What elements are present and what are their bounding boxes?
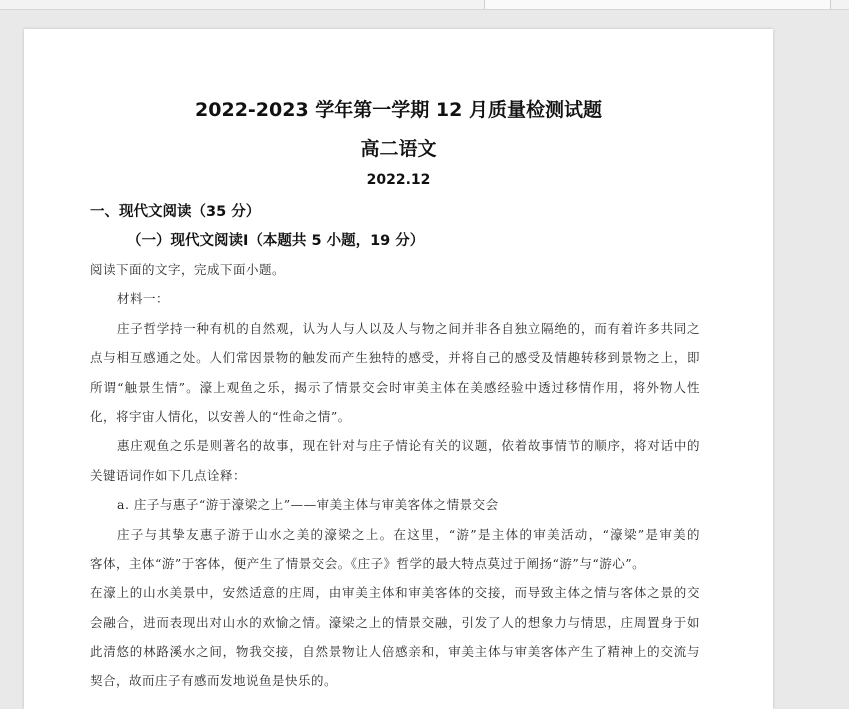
document-tab-strip[interactable] [484,0,831,9]
paragraph3-line: 客体，主体“游”于客体，便产生了情景交会。《庄子》哲学的最大特点莫过于阐扬“游”与“游心”。 [90,556,646,571]
paragraph1-line: 化，将宇宙人情化，以安善人的“性命之情”。 [90,409,351,424]
paragraph2-line: 惠庄观鱼之乐是则著名的故事，现在针对与庄子情论有关的议题，依着故事情节的顺序，将对话中的 [117,438,700,453]
paragraph1-line: 所谓“触景生情”。濠上观鱼之乐，揭示了情景交会时审美主体在美感经验中透过移情作用，将外物人性 [90,380,700,395]
paragraph3-line: 契合，故而庄子有感而发地说鱼是快乐的。 [90,673,338,688]
document-title: 2022-2023 学年第一学期 12 月质量检测试题 [195,99,602,121]
section-heading: 一、现代文阅读（35 分） [90,204,261,220]
instruction-text: 阅读下面的文字，完成下面小题。 [90,262,286,277]
paragraph3-line: 此清悠的林路溪水之间，物我交接，自然景物让人倍感亲和，审美主体与审美客体产生了精神上的交流与 [90,644,700,659]
document-page [24,29,773,709]
paragraph3-line: 庄子与其挚友惠子游于山水之美的濠梁之上。在这里，“游”是主体的审美活动，“濠梁”是审美的 [117,527,700,542]
point-a-heading: a. 庄子与惠子“游于濠梁之上”——审美主体与审美客体之情景交会 [117,497,499,512]
paragraph1-line: 点与相互感通之处。人们常因景物的触发而产生独特的感受，并将自己的感受及情趣转移到景物之上，即 [90,350,700,365]
paragraph2-line: 关键语词作如下几点诠释： [90,468,247,483]
window-top-bar [0,0,849,10]
paragraph3-line: 会融合，进而表现出对山水的欢愉之情。濠梁之上的情景交融，引发了人的想象力与情思，庄周置身于如 [90,615,700,630]
material-label: 材料一： [117,291,170,306]
subsection-heading: （一）现代文阅读Ⅰ（本题共 5 小题，19 分） [127,233,425,249]
paragraph1-line: 庄子哲学持一种有机的自然观，认为人与人以及人与物之间并非各自独立隔绝的，而有着许多共同之 [117,321,700,336]
paragraph3-line: 在濠上的山水美景中，安然适意的庄周，由审美主体和审美客体的交接，而导致主体之情与客体之景的交 [90,585,700,600]
document-date: 2022.12 [366,172,431,188]
document-subject: 高二语文 [360,138,437,160]
